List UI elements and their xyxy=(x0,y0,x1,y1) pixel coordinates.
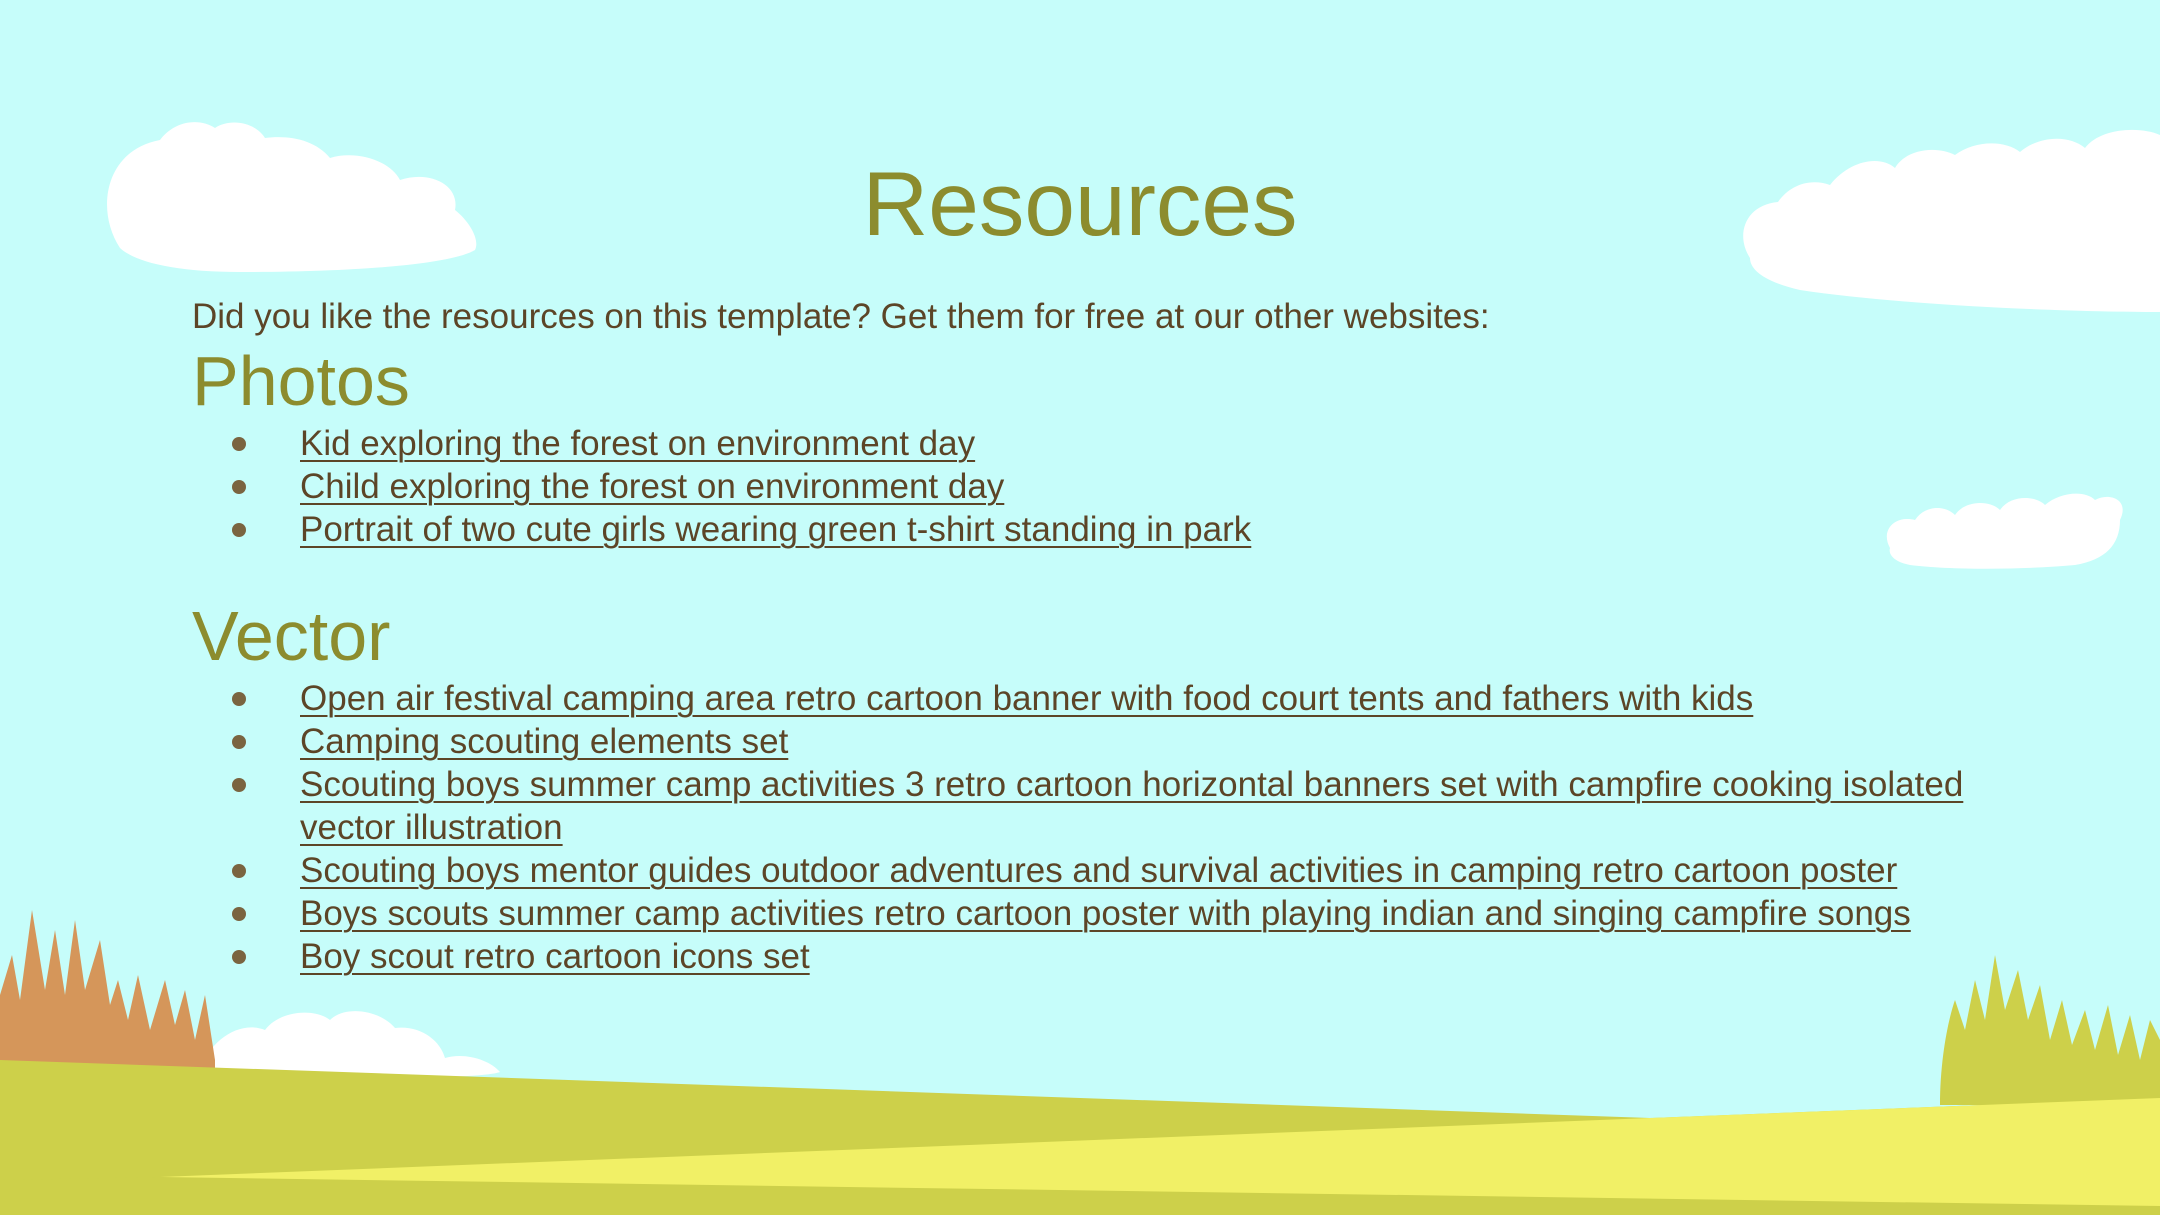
vector-link-list xyxy=(192,677,1992,978)
list-item xyxy=(192,465,1992,508)
list-item xyxy=(192,422,1992,465)
resources-content xyxy=(192,294,1992,978)
photo-link-1[interactable]: Kid exploring the forest on environment day xyxy=(300,424,976,463)
vector-link-1[interactable]: Open air festival camping area retro cartoon banner with food court tents and fathers with kids xyxy=(300,679,1754,718)
bullet-icon xyxy=(232,778,246,792)
bullet-icon xyxy=(232,950,246,964)
section-heading-vector: Vector xyxy=(192,597,391,675)
bullet-icon xyxy=(232,864,246,878)
list-item xyxy=(192,935,1992,978)
vector-link-6[interactable]: Boy scout retro cartoon icons set xyxy=(300,937,810,976)
list-item xyxy=(192,763,1992,849)
bullet-icon xyxy=(232,692,246,706)
bullet-icon xyxy=(232,907,246,921)
slide-title: Resources xyxy=(862,154,1298,255)
section-heading-photos: Photos xyxy=(192,342,410,420)
photos-link-list xyxy=(192,422,1992,551)
vector-link-5[interactable]: Boys scouts summer camp activities retro cartoon poster with playing indian and singing campfire songs xyxy=(300,894,1911,933)
list-item xyxy=(192,849,1992,892)
vector-link-3[interactable]: Scouting boys summer camp activities 3 retro cartoon horizontal banners set with campfire cooking isolated vector illustration xyxy=(300,765,1964,847)
photo-link-2[interactable]: Child exploring the forest on environment day xyxy=(300,467,1005,506)
list-item xyxy=(192,892,1992,935)
list-item xyxy=(192,508,1992,551)
photo-link-3[interactable]: Portrait of two cute girls wearing green t-shirt standing in park xyxy=(300,510,1252,549)
intro-text: Did you like the resources on this template? Get them for free at our other websites: xyxy=(192,297,1490,336)
vector-link-4[interactable]: Scouting boys mentor guides outdoor adventures and survival activities in camping retro cartoon poster xyxy=(300,851,1898,890)
list-item xyxy=(192,720,1992,763)
list-item xyxy=(192,677,1992,720)
vector-link-2[interactable]: Camping scouting elements set xyxy=(300,722,789,761)
bullet-icon xyxy=(232,523,246,537)
bullet-icon xyxy=(232,735,246,749)
bullet-icon xyxy=(232,437,246,451)
bullet-icon xyxy=(232,480,246,494)
